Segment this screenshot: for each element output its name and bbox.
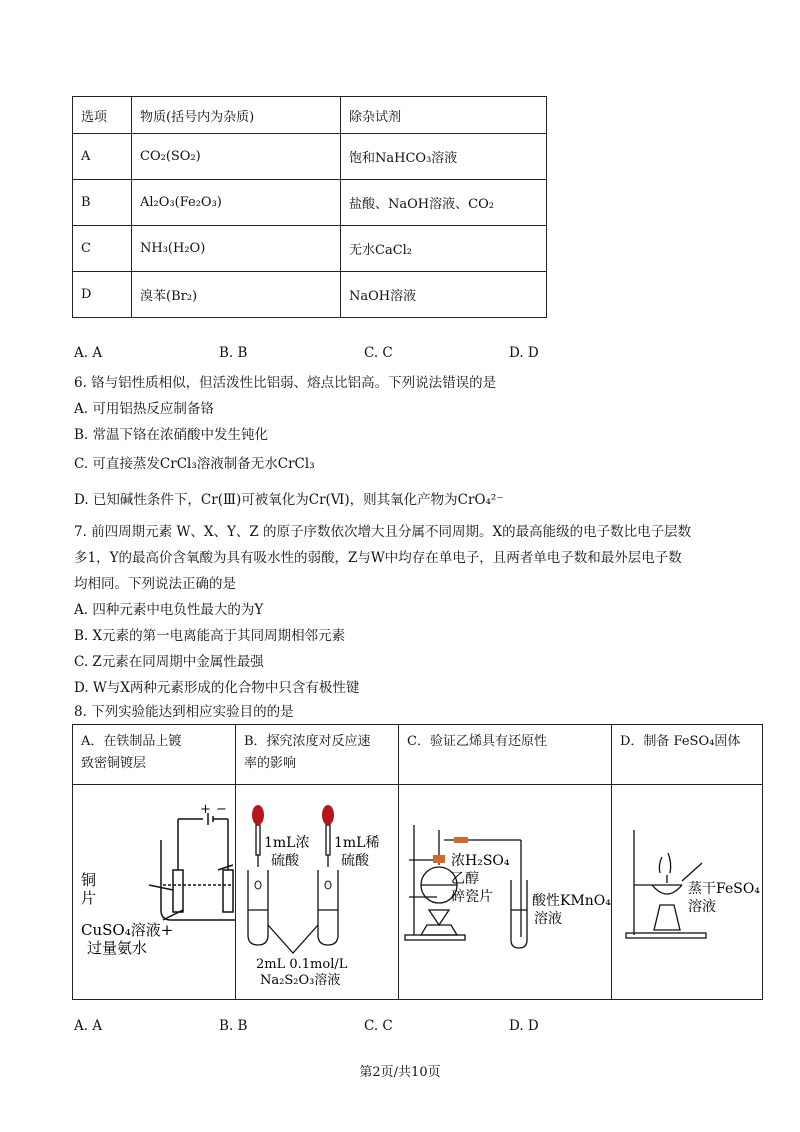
q6-option-b: B. 常温下铬在浓硝酸中发生钝化	[74, 427, 269, 443]
option-a: A. A	[74, 1018, 103, 1034]
evaporate-label: 蒸干FeSO₄	[688, 881, 760, 897]
solution-label: 溶液	[688, 899, 716, 915]
left-acid-label: 1mL浓	[264, 835, 310, 851]
table-cell: D	[73, 272, 132, 318]
q7-stem-line1: 7. 前四周期元素 W、X、Y、Z 的原子序数依次增大且分属不同周期。X的最高能级的电子数比电子层数	[74, 524, 692, 540]
cell-a-title: A．在铁制品上镀 致密铜镀层	[73, 725, 236, 785]
q6-stem: 6. 铬与铝性质相似，但活泼性比铝弱、熔点比铝高。下列说法错误的是	[74, 375, 497, 391]
q7-option-d: D. W与X两种元素形成的化合物中只含有极性键	[74, 680, 360, 696]
table-cell: 盐酸、NaOH溶液、CO₂	[341, 180, 547, 226]
table-cell: 溴苯(Br₂)	[132, 272, 341, 318]
table-header: 物质(括号内为杂质)	[132, 97, 341, 134]
right-acid-label: 硫酸	[341, 853, 369, 869]
ethylene-figure	[399, 785, 611, 991]
option-c: C. C	[364, 345, 393, 361]
table-header: 选项	[73, 97, 132, 134]
q8-stem: 8. 下列实验能达到相应实验目的的是	[74, 704, 294, 720]
q7-option-c: C. Z元素在同周期中金属性最强	[74, 654, 264, 670]
electroplating-figure	[73, 785, 235, 991]
svg-text:−: −	[216, 802, 227, 817]
option-d: D. D	[509, 345, 539, 361]
table-cell: Al₂O₃(Fe₂O₃)	[132, 180, 341, 226]
option-b: B. B	[219, 345, 248, 361]
dropper-bulb-left	[252, 805, 264, 825]
q7-option-b: B. X元素的第一电离能高于其同周期相邻元素	[74, 628, 346, 644]
kmno4-solution-label: 溶液	[534, 911, 562, 927]
dropper-bulb-right	[322, 805, 334, 825]
q7-stem-line2: 多1，Y的最高价含氧酸为具有吸水性的弱酸，Z与W中均存在单电子，且两者单电子数和最外层电子数	[74, 550, 682, 566]
q6-option-d: D. 已知碱性条件下，Cr(Ⅲ)可被氧化为Cr(Ⅵ)，则其氧化产物为CrO₄²⁻	[74, 492, 504, 508]
figure-a-cell	[73, 785, 236, 1000]
table-cell: NH₃(H₂O)	[132, 226, 341, 272]
figure-b-cell	[236, 785, 399, 1000]
q6-option-a: A. 可用铝热反应制备铬	[74, 401, 214, 417]
cell-d-title: D．制备 FeSO₄固体	[612, 725, 763, 785]
copper-label: 铜	[81, 871, 97, 889]
right-acid-label: 1mL稀	[334, 835, 380, 851]
option-a: A. A	[74, 345, 103, 361]
impurity-table	[72, 96, 547, 318]
cell-c-title: C．验证乙烯具有还原性	[399, 725, 612, 785]
experiment-table	[72, 724, 763, 1000]
table-cell: 无水CaCl₂	[341, 226, 547, 272]
cell-b-title: B．探究浓度对反应速 率的影响	[236, 725, 399, 785]
solution-label: CuSO₄溶液+	[81, 921, 174, 939]
option-c: C. C	[364, 1018, 393, 1034]
ammonia-label: 过量氨水	[87, 939, 148, 957]
q8-options	[74, 1018, 654, 1034]
acid-label: 浓H₂SO₄	[451, 853, 510, 869]
page-footer: 第2页/共10页	[359, 1065, 441, 1080]
table-cell: B	[73, 180, 132, 226]
table-cell: 饱和NaHCO₃溶液	[341, 134, 547, 180]
figure-d-cell	[612, 785, 763, 1000]
option-d: D. D	[509, 1018, 539, 1034]
evaporation-figure	[612, 785, 762, 991]
q5-options	[74, 345, 654, 361]
q7-stem-line3: 均相同。下列说法正确的是	[74, 576, 236, 592]
chips-label: 碎瓷片	[451, 889, 493, 905]
q6-option-c: C. 可直接蒸发CrCl₃溶液制备无水CrCl₃	[74, 456, 315, 472]
concentration-figure	[236, 785, 398, 991]
thiosulfate-label: 2mL 0.1mol/L	[256, 957, 348, 972]
table-cell: CO₂(SO₂)	[132, 134, 341, 180]
left-acid-label: 硫酸	[271, 853, 299, 869]
figure-c-cell	[399, 785, 612, 1000]
table-header: 除杂试剂	[341, 97, 547, 134]
option-b: B. B	[219, 1018, 248, 1034]
table-cell: NaOH溶液	[341, 272, 547, 318]
table-cell: A	[73, 134, 132, 180]
kmno4-label: 酸性KMnO₄	[532, 893, 611, 909]
svg-text:+: +	[200, 802, 211, 817]
table-cell: C	[73, 226, 132, 272]
copper-label: 片	[81, 889, 97, 907]
ethanol-label: 乙醇	[451, 871, 479, 887]
thiosulfate-label: Na₂S₂O₃溶液	[260, 973, 341, 988]
q7-option-a: A. 四种元素中电负性最大的为Y	[74, 602, 264, 618]
